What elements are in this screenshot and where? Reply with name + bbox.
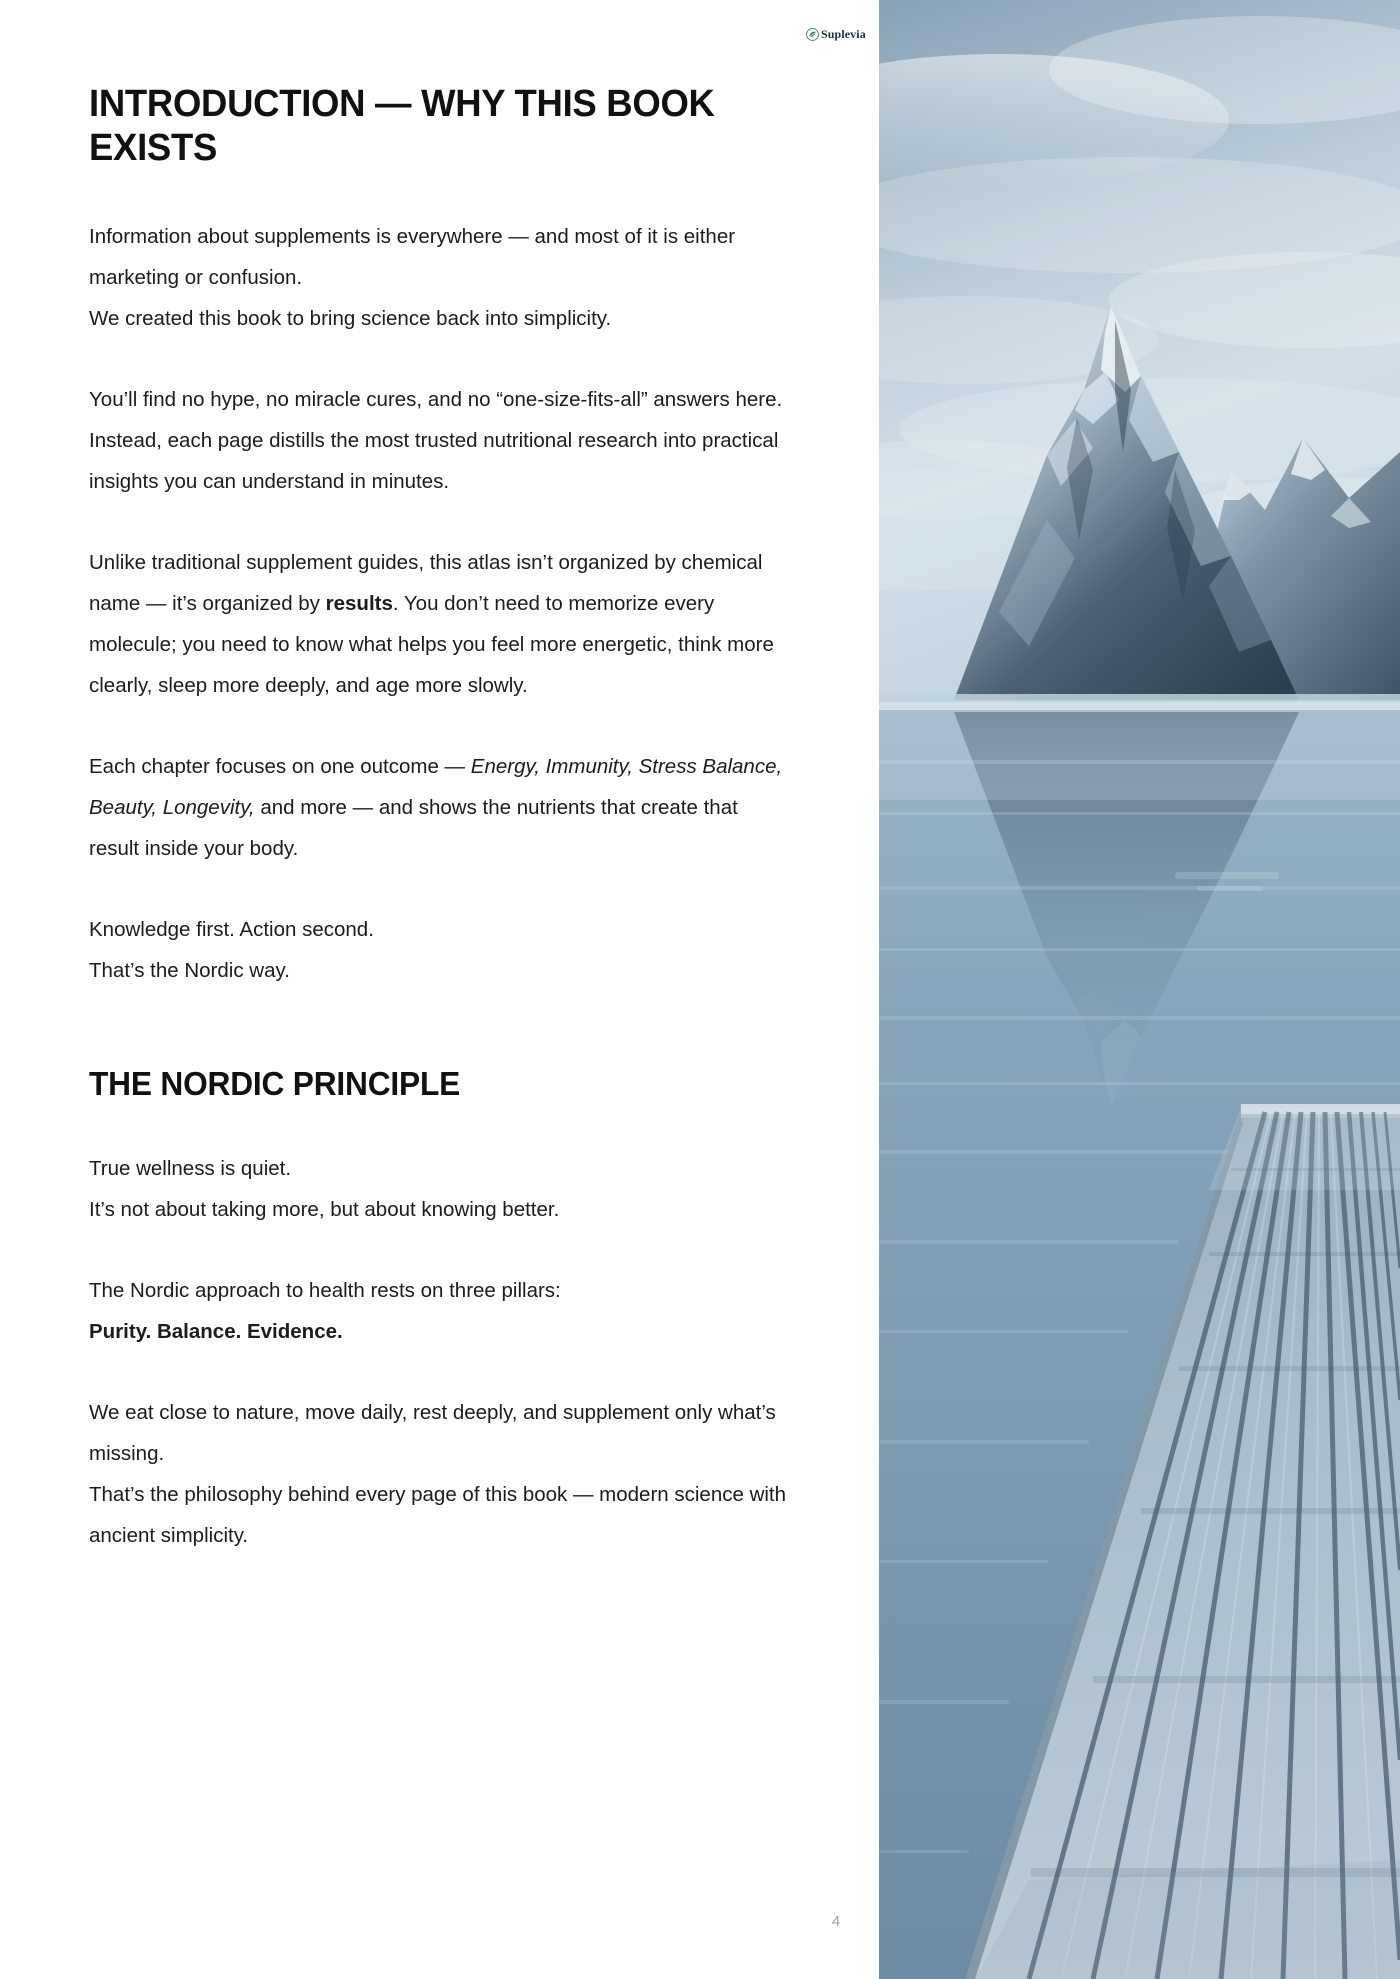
- emphasis-results: results: [325, 592, 393, 616]
- run-text: We created this book to bring science back into simplicity.: [89, 307, 612, 331]
- paragraph-intro-3: [89, 542, 789, 706]
- paragraph-nordic-1: [89, 1148, 789, 1230]
- run-text: Unlike traditional supplement guides, this atlas isn’t organized by chemical name — it’s organized by: [89, 551, 763, 616]
- run-text: Each chapter focuses on one outcome —: [89, 755, 471, 779]
- run-text: Information about supplements is everywhere — and most of it is either marketing or confusion.: [89, 225, 736, 290]
- run-text: and more — and shows the nutrients that create that result inside your body.: [89, 796, 738, 861]
- run-text: True wellness is quiet.: [89, 1157, 292, 1181]
- nordic-fjord-dock-photo: [879, 0, 1400, 1979]
- emphasis-chapter-outcomes: Energy, Immunity, Stress Balance, Beauty, Longevity,: [89, 755, 783, 820]
- paragraph-nordic-3: [89, 1392, 789, 1556]
- paragraph-intro-1: [89, 216, 789, 339]
- run-text: . You don’t need to memorize every molecule; you need to know what helps you feel more energetic, think more clearly, sleep more deeply, and age more slowly.: [89, 592, 774, 698]
- emphasis-three-pillars: Purity. Balance. Evidence.: [89, 1320, 343, 1344]
- run-text: That’s the philosophy behind every page of this book — modern science with ancient simplicity.: [89, 1483, 787, 1548]
- brand-logo: [806, 26, 866, 42]
- brand-name: Suplevia: [821, 27, 866, 41]
- paragraph-intro-2: [89, 379, 789, 502]
- run-text: That’s the Nordic way.: [89, 959, 290, 983]
- page-title: INTRODUCTION — WHY THIS BOOK EXISTS: [89, 83, 715, 170]
- run-text: We eat close to nature, move daily, rest deeply, and supplement only what’s missing.: [89, 1401, 776, 1466]
- paragraph-nordic-2: [89, 1270, 789, 1352]
- run-text: You’ll find no hype, no miracle cures, and no “one-size-fits-all” answers here. Instead, each page distills the most trusted nutritional research into practical insights you can understand in minutes.: [89, 388, 783, 494]
- article-body: [89, 82, 789, 1556]
- run-text: The Nordic approach to health rests on three pillars:: [89, 1279, 561, 1303]
- paragraph-intro-4: [89, 746, 789, 869]
- leaf-icon: [806, 28, 819, 41]
- paragraph-intro-5: [89, 909, 789, 991]
- section-title-nordic-principle: THE NORDIC PRINCIPLE: [89, 1065, 461, 1103]
- run-text: It’s not about taking more, but about knowing better.: [89, 1198, 560, 1222]
- page-number: 4: [831, 1913, 841, 1930]
- run-text: Knowledge first. Action second.: [89, 918, 374, 942]
